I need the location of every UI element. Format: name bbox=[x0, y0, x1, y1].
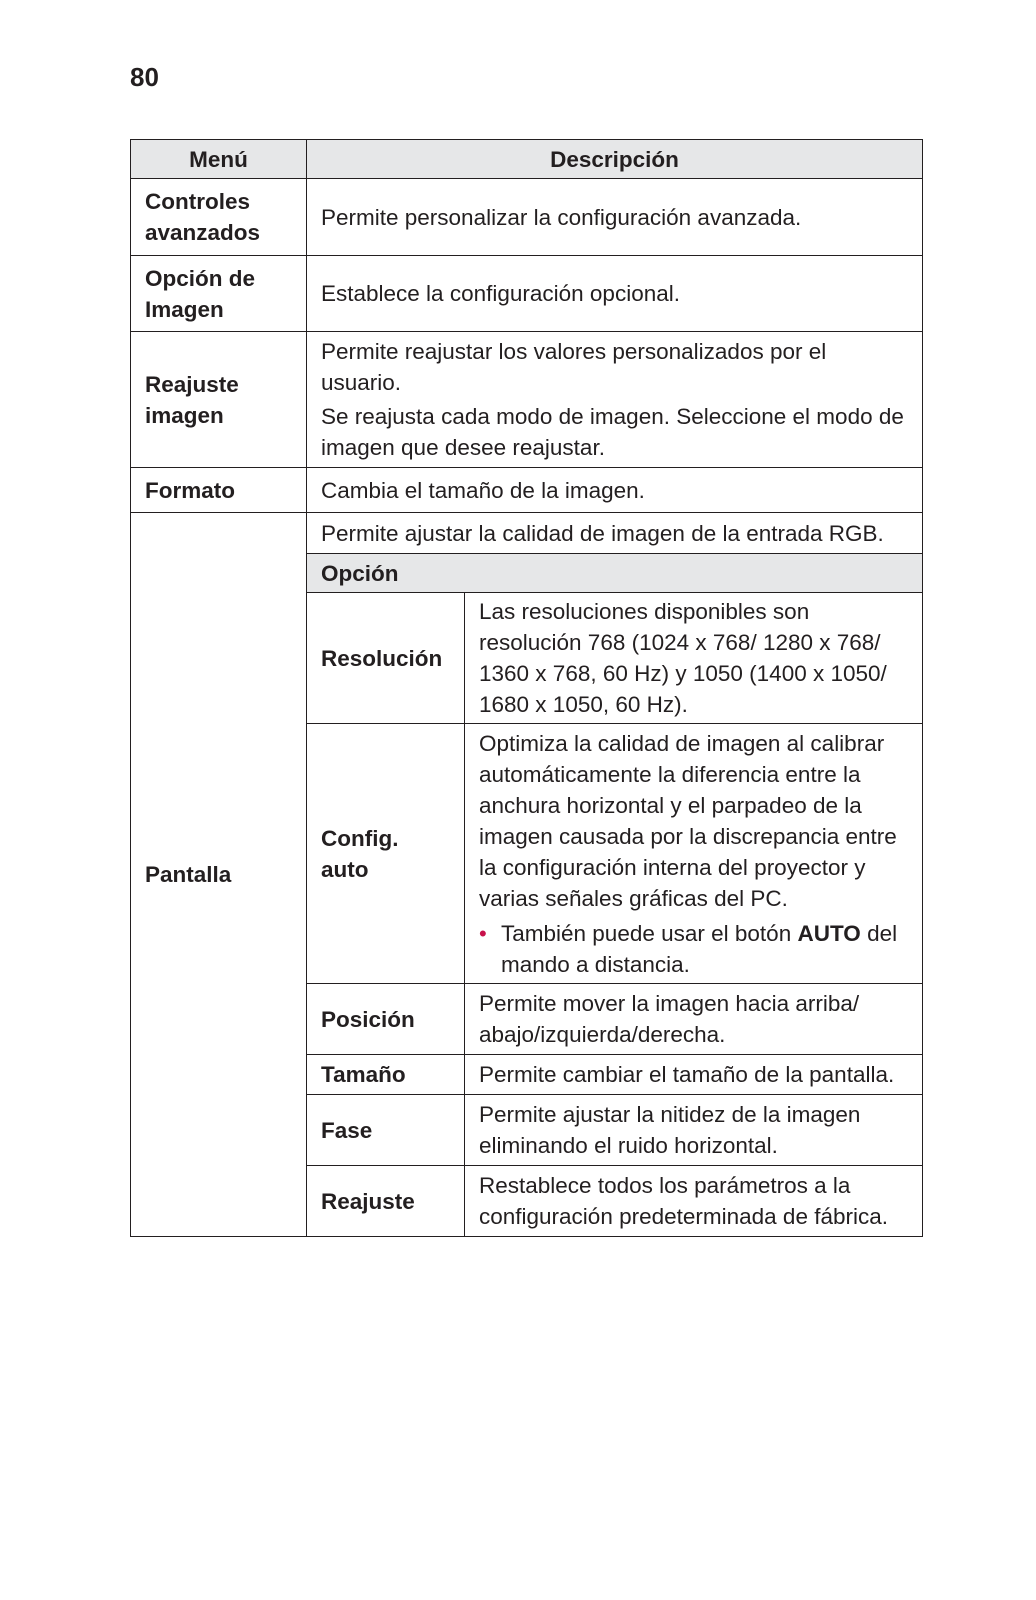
menu-table bbox=[130, 139, 923, 1237]
option-description bbox=[465, 724, 923, 984]
description-text: Cambia el tamaño de la imagen. bbox=[321, 477, 645, 503]
options-header: Opción bbox=[307, 554, 923, 593]
menu-label: Pantalla bbox=[145, 862, 232, 887]
option-name: Resolución bbox=[307, 593, 465, 724]
description-text: Se reajusta cada modo de imagen. Seleccione el modo de imagen que desee reajustar. bbox=[321, 404, 904, 460]
option-name: Tamaño bbox=[307, 1055, 465, 1095]
option-description: Restablece todos los parámetros a la configuración predeterminada de fábrica. bbox=[465, 1166, 923, 1237]
header-menu: Menú bbox=[131, 140, 307, 179]
pantalla-intro: Permite ajustar la calidad de imagen de la entrada RGB. bbox=[307, 513, 923, 554]
menu-label: Formato bbox=[145, 477, 235, 503]
option-description-text: Optimiza la calidad de imagen al calibrar automáticamente la diferencia entre la anchura horizontal y el parpadeo de la imagen causada por la discrepancia entre la configuración interna del proyector y varias señales gráficas del PC. bbox=[479, 730, 897, 911]
description-cell bbox=[307, 468, 923, 513]
note-bullet bbox=[479, 918, 908, 980]
option-description: Permite ajustar la nitidez de la imagen eliminando el ruido horizontal. bbox=[465, 1095, 923, 1166]
option-name: Posición bbox=[307, 984, 465, 1055]
description-cell bbox=[307, 332, 923, 468]
menu-label: Reajuste imagen bbox=[145, 371, 239, 428]
menu-cell-pantalla bbox=[131, 513, 307, 1237]
description-text: Establece la configuración opcional. bbox=[321, 281, 680, 306]
option-description: Permite cambiar el tamaño de la pantalla. bbox=[465, 1055, 923, 1095]
description-cell bbox=[307, 179, 923, 256]
menu-cell bbox=[131, 468, 307, 513]
table-row bbox=[131, 468, 923, 513]
option-description: Permite mover la imagen hacia arriba/ abajo/izquierda/derecha. bbox=[465, 984, 923, 1055]
table-header-row bbox=[131, 140, 923, 179]
auto-keyword: AUTO bbox=[797, 920, 861, 946]
table-row bbox=[131, 332, 923, 468]
menu-cell bbox=[131, 179, 307, 256]
note-text: También puede usar el botón AUTO del mando a distancia. bbox=[501, 920, 898, 977]
option-name: Fase bbox=[307, 1095, 465, 1166]
description-text: Permite reajustar los valores personalizados por el usuario. bbox=[321, 339, 827, 395]
option-name: Reajuste bbox=[307, 1166, 465, 1237]
menu-cell bbox=[131, 256, 307, 332]
page-number: 80 bbox=[130, 62, 159, 92]
menu-label: Controles avanzados bbox=[145, 189, 261, 245]
table-row bbox=[131, 513, 923, 554]
header-description: Descripción bbox=[307, 140, 923, 179]
table-row bbox=[131, 256, 923, 332]
menu-label: Opción de Imagen bbox=[145, 265, 256, 322]
menu-cell bbox=[131, 332, 307, 468]
option-name: Config. auto bbox=[307, 724, 465, 984]
bullet-icon: • bbox=[479, 920, 487, 946]
description-text: Permite personalizar la configuración avanzada. bbox=[321, 204, 802, 230]
description-cell bbox=[307, 256, 923, 332]
option-description: Las resoluciones disponibles son resolución 768 (1024 x 768/ 1280 x 768/ 1360 x 768, 60 Hz) y 1050 (1400 x 1050/ 1680 x 1050, 60 Hz). bbox=[465, 593, 923, 724]
table-row bbox=[131, 179, 923, 256]
